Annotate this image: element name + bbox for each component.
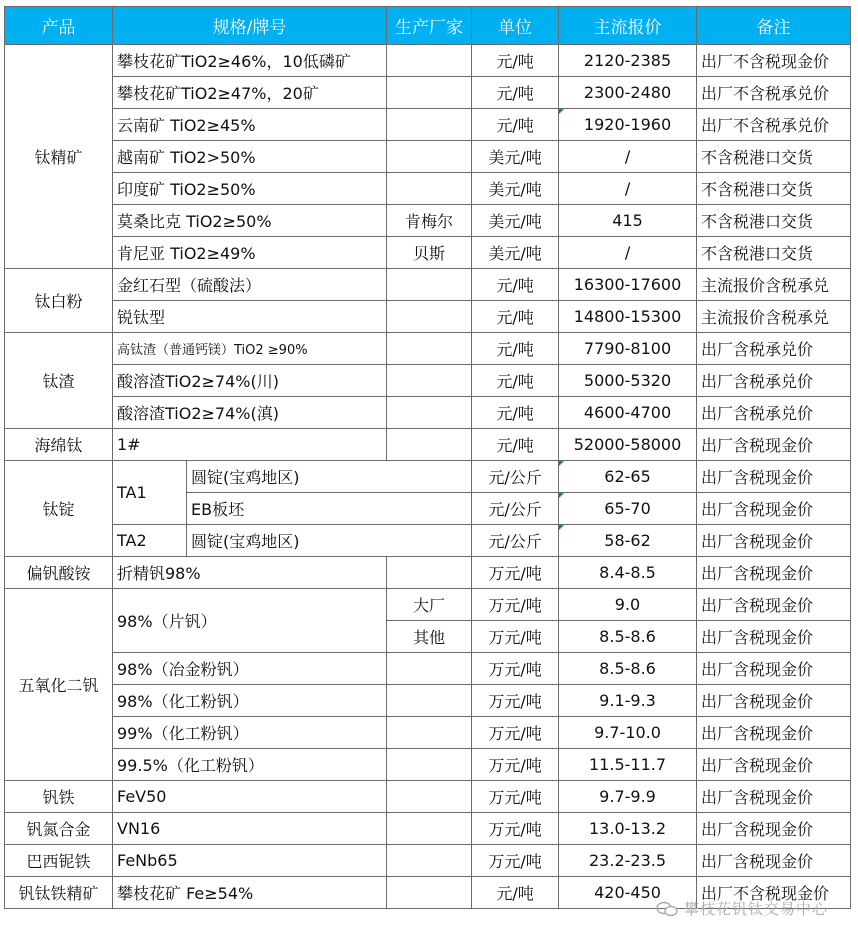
table-row — [5, 749, 851, 781]
note-cell: 出厂含税现金价 — [697, 429, 851, 461]
spec-cell: 高钛渣（普通钙镁）TiO2 ≥90% — [113, 333, 387, 365]
maker-cell — [387, 269, 472, 301]
unit-cell: 万元/吨 — [472, 717, 559, 749]
spec-cell: 1# — [113, 429, 387, 461]
price-cell: 7790-8100 — [559, 333, 697, 365]
maker-cell — [387, 141, 472, 173]
table-row — [5, 781, 851, 813]
header-spec: 规格/牌号 — [113, 7, 387, 45]
maker-cell — [387, 653, 472, 685]
table-row — [5, 525, 851, 557]
maker-cell — [387, 365, 472, 397]
wechat-icon — [656, 901, 678, 917]
spec-cell: 98%（冶金粉钒） — [113, 653, 387, 685]
maker-cell — [387, 301, 472, 333]
header-product: 产品 — [5, 7, 113, 45]
unit-cell: 美元/吨 — [472, 141, 559, 173]
maker-cell — [387, 717, 472, 749]
note-cell: 出厂含税现金价 — [697, 589, 851, 621]
unit-cell: 万元/吨 — [472, 781, 559, 813]
table-row — [5, 461, 851, 493]
price-cell: 14800-15300 — [559, 301, 697, 333]
maker-cell: 大厂 — [387, 589, 472, 621]
header-unit: 单位 — [472, 7, 559, 45]
product-cell: 钛渣 — [5, 333, 113, 429]
note-cell: 出厂含税现金价 — [697, 845, 851, 877]
table-row — [5, 653, 851, 685]
table-row — [5, 109, 851, 141]
table-row — [5, 205, 851, 237]
price-cell: / — [559, 141, 697, 173]
spec-cell: 攀枝花矿TiO2≥47%，20矿 — [113, 77, 387, 109]
table-row — [5, 813, 851, 845]
maker-cell — [387, 109, 472, 141]
spec-cell: 98%（化工粉钒） — [113, 685, 387, 717]
unit-cell: 元/吨 — [472, 429, 559, 461]
note-cell: 出厂含税现金价 — [697, 717, 851, 749]
unit-cell: 美元/吨 — [472, 173, 559, 205]
price-cell: 8.5-8.6 — [559, 653, 697, 685]
maker-cell — [387, 333, 472, 365]
unit-cell: 万元/吨 — [472, 813, 559, 845]
note-cell: 出厂含税现金价 — [697, 781, 851, 813]
spec-cell: 肯尼亚 TiO2≥49% — [113, 237, 387, 269]
maker-cell: 其他 — [387, 621, 472, 653]
maker-cell — [387, 173, 472, 205]
price-cell: 9.7-9.9 — [559, 781, 697, 813]
table-row — [5, 397, 851, 429]
note-cell: 出厂含税现金价 — [697, 461, 851, 493]
price-cell: 1920-1960 — [559, 109, 697, 141]
spec-cell: 锐钛型 — [113, 301, 387, 333]
price-cell: 11.5-11.7 — [559, 749, 697, 781]
note-cell: 不含税港口交货 — [697, 205, 851, 237]
spec-cell: 99.5%（化工粉钒） — [113, 749, 387, 781]
unit-cell: 万元/吨 — [472, 589, 559, 621]
spec-cell: 攀枝花矿 Fe≥54% — [113, 877, 387, 909]
table-row — [5, 557, 851, 589]
unit-cell: 元/吨 — [472, 365, 559, 397]
table-row — [5, 141, 851, 173]
product-cell: 钛白粉 — [5, 269, 113, 333]
note-cell: 出厂含税现金价 — [697, 685, 851, 717]
price-cell: 5000-5320 — [559, 365, 697, 397]
spec-cell: 越南矿 TiO2>50% — [113, 141, 387, 173]
note-cell: 不含税港口交货 — [697, 141, 851, 173]
note-cell: 不含税港口交货 — [697, 237, 851, 269]
note-cell: 出厂不含税现金价 — [697, 877, 851, 909]
price-cell: 420-450 — [559, 877, 697, 909]
maker-cell — [387, 781, 472, 813]
maker-cell: 肯梅尔 — [387, 205, 472, 237]
note-cell: 出厂含税现金价 — [697, 653, 851, 685]
price-cell: 2120-2385 — [559, 45, 697, 77]
unit-cell: 万元/吨 — [472, 685, 559, 717]
watermark — [656, 898, 828, 919]
spec-cell: 印度矿 TiO2≥50% — [113, 173, 387, 205]
note-cell: 不含税港口交货 — [697, 173, 851, 205]
unit-cell: 美元/吨 — [472, 205, 559, 237]
spec-cell: 云南矿 TiO2≥45% — [113, 109, 387, 141]
grade-cell: TA2 — [113, 525, 187, 557]
price-cell: 8.5-8.6 — [559, 621, 697, 653]
note-cell: 出厂不含税承兑价 — [697, 77, 851, 109]
note-cell: 出厂不含税现金价 — [697, 45, 851, 77]
maker-cell — [387, 45, 472, 77]
spec-cell: FeV50 — [113, 781, 387, 813]
maker-cell — [387, 749, 472, 781]
spec-cell: VN16 — [113, 813, 387, 845]
unit-cell: 万元/吨 — [472, 621, 559, 653]
unit-cell: 美元/吨 — [472, 237, 559, 269]
spec-cell: 酸溶渣TiO2≥74%(川) — [113, 365, 387, 397]
spec-cell: EB板坯 — [187, 493, 472, 525]
price-cell: / — [559, 237, 697, 269]
table-row — [5, 269, 851, 301]
spec-cell: 99%（化工粉钒） — [113, 717, 387, 749]
maker-cell: 贝斯 — [387, 237, 472, 269]
header-note: 备注 — [697, 7, 851, 45]
maker-cell — [387, 813, 472, 845]
unit-cell: 元/吨 — [472, 109, 559, 141]
table-row — [5, 173, 851, 205]
maker-cell — [387, 845, 472, 877]
price-cell: 62-65 — [559, 461, 697, 493]
header-price: 主流报价 — [559, 7, 697, 45]
maker-cell — [387, 685, 472, 717]
table-row — [5, 717, 851, 749]
note-cell: 出厂含税现金价 — [697, 813, 851, 845]
note-cell: 出厂含税现金价 — [697, 621, 851, 653]
header-maker: 生产厂家 — [387, 7, 472, 45]
table-row — [5, 77, 851, 109]
product-cell: 海绵钛 — [5, 429, 113, 461]
unit-cell: 万元/吨 — [472, 653, 559, 685]
table-header-row — [5, 7, 851, 45]
table-row — [5, 365, 851, 397]
price-cell: 23.2-23.5 — [559, 845, 697, 877]
unit-cell: 元/吨 — [472, 45, 559, 77]
unit-cell: 元/公斤 — [472, 493, 559, 525]
unit-cell: 万元/吨 — [472, 749, 559, 781]
watermark-text: 攀枝花钒钛交易中心 — [683, 900, 828, 918]
product-cell: 偏钒酸铵 — [5, 557, 113, 589]
table-row — [5, 45, 851, 77]
price-cell: 9.7-10.0 — [559, 717, 697, 749]
price-cell: 13.0-13.2 — [559, 813, 697, 845]
product-cell: 钒氮合金 — [5, 813, 113, 845]
table-row — [5, 845, 851, 877]
table-row — [5, 333, 851, 365]
price-cell: 9.0 — [559, 589, 697, 621]
price-cell: / — [559, 173, 697, 205]
note-cell: 出厂含税承兑价 — [697, 397, 851, 429]
grade-cell: TA1 — [113, 461, 187, 525]
note-cell: 出厂不含税承兑价 — [697, 109, 851, 141]
unit-cell: 元/公斤 — [472, 525, 559, 557]
spec-cell: 折精钒98% — [113, 557, 387, 589]
unit-cell: 元/吨 — [472, 333, 559, 365]
price-cell: 16300-17600 — [559, 269, 697, 301]
note-cell: 出厂含税承兑价 — [697, 365, 851, 397]
maker-cell — [387, 429, 472, 461]
maker-cell — [387, 557, 472, 589]
unit-cell: 元/吨 — [472, 877, 559, 909]
unit-cell: 万元/吨 — [472, 845, 559, 877]
price-cell: 4600-4700 — [559, 397, 697, 429]
product-cell: 钒铁 — [5, 781, 113, 813]
spec-cell: 圆锭(宝鸡地区) — [187, 461, 472, 493]
table-row — [5, 685, 851, 717]
note-cell: 出厂含税现金价 — [697, 749, 851, 781]
maker-cell — [387, 397, 472, 429]
product-cell: 五氧化二钒 — [5, 589, 113, 781]
unit-cell: 元/吨 — [472, 269, 559, 301]
unit-cell: 元/吨 — [472, 301, 559, 333]
product-cell: 钒钛铁精矿 — [5, 877, 113, 909]
price-cell: 65-70 — [559, 493, 697, 525]
maker-cell — [387, 877, 472, 909]
price-cell: 8.4-8.5 — [559, 557, 697, 589]
product-cell: 巴西铌铁 — [5, 845, 113, 877]
price-cell: 415 — [559, 205, 697, 237]
unit-cell: 万元/吨 — [472, 557, 559, 589]
product-cell: 钛精矿 — [5, 45, 113, 269]
spec-cell: 金红石型（硫酸法） — [113, 269, 387, 301]
note-cell: 出厂含税现金价 — [697, 557, 851, 589]
unit-cell: 元/公斤 — [472, 461, 559, 493]
product-cell: 钛锭 — [5, 461, 113, 557]
note-cell: 出厂含税现金价 — [697, 525, 851, 557]
spec-cell: FeNb65 — [113, 845, 387, 877]
spec-cell: 98%（片钒） — [113, 589, 387, 653]
spec-cell: 攀枝花矿TiO2≥46%，10低磷矿 — [113, 45, 387, 77]
price-cell: 9.1-9.3 — [559, 685, 697, 717]
note-cell: 主流报价含税承兑 — [697, 301, 851, 333]
table-row — [5, 301, 851, 333]
note-cell: 出厂含税现金价 — [697, 493, 851, 525]
note-cell: 出厂含税承兑价 — [697, 333, 851, 365]
price-cell: 2300-2480 — [559, 77, 697, 109]
spec-cell: 圆锭(宝鸡地区) — [187, 525, 472, 557]
spec-cell: 莫桑比克 TiO2≥50% — [113, 205, 387, 237]
note-cell: 主流报价含税承兑 — [697, 269, 851, 301]
price-table — [4, 6, 851, 909]
table-row — [5, 429, 851, 461]
price-cell: 58-62 — [559, 525, 697, 557]
unit-cell: 元/吨 — [472, 397, 559, 429]
spec-cell: 酸溶渣TiO2≥74%(滇) — [113, 397, 387, 429]
price-cell: 52000-58000 — [559, 429, 697, 461]
maker-cell — [387, 77, 472, 109]
table-row — [5, 237, 851, 269]
table-row — [5, 589, 851, 621]
unit-cell: 元/吨 — [472, 77, 559, 109]
